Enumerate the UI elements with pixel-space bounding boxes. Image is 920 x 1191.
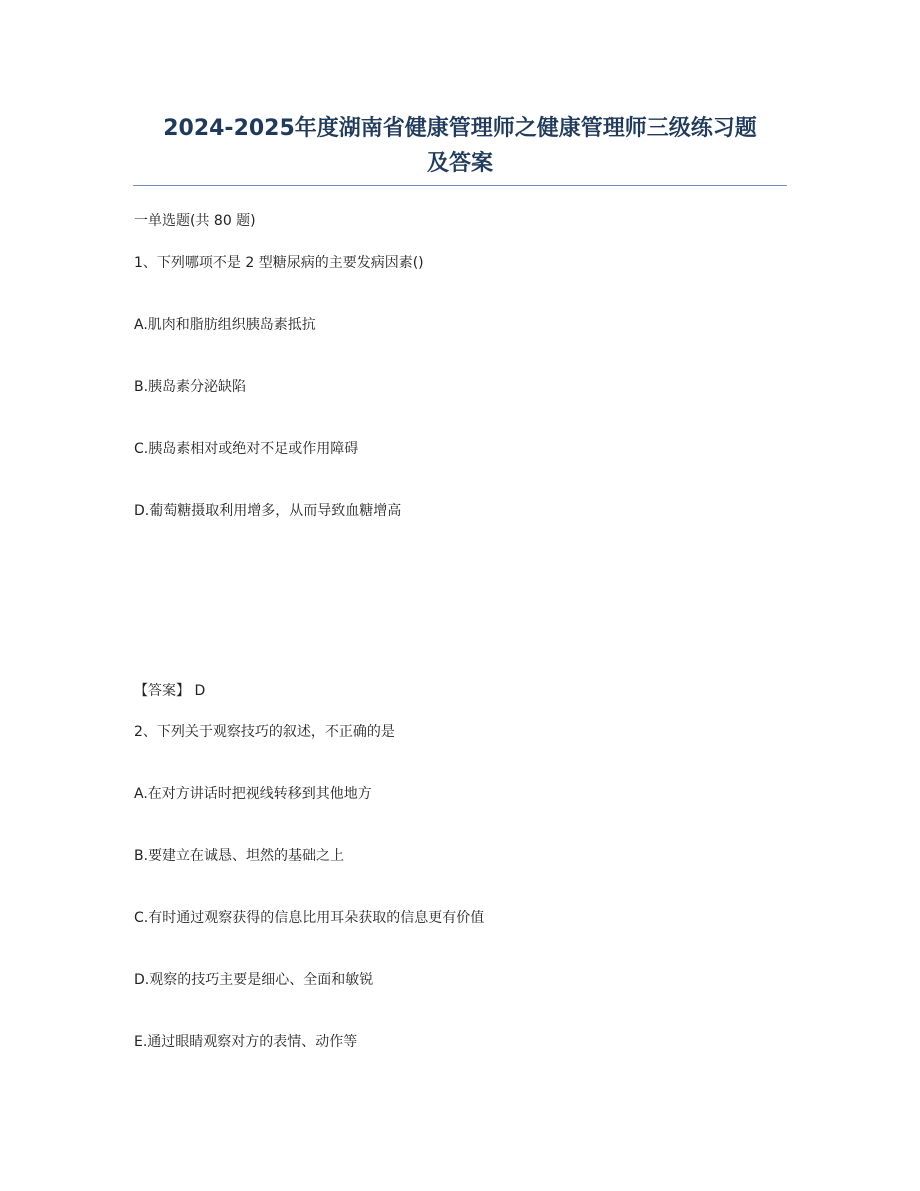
option-a: A.在对方讲话时把视线转移到其他地方 — [134, 786, 372, 802]
option-a: A.肌肉和脂肪组织胰岛素抵抗 — [134, 317, 316, 333]
option-c: C.胰岛素相对或绝对不足或作用障碍 — [134, 441, 359, 457]
title-line-1: 2024-2025年度湖南省健康管理师之健康管理师三级练习题 — [163, 116, 757, 141]
option-b: B.胰岛素分泌缺陷 — [134, 379, 247, 395]
option-e: E.通过眼睛观察对方的表情、动作等 — [134, 1034, 358, 1050]
title-divider — [133, 185, 787, 186]
answer: 【答案】 D — [134, 683, 206, 699]
question-stem: 2、下列关于观察技巧的叙述，不正确的是 — [134, 724, 395, 740]
option-b: B.要建立在诚恳、坦然的基础之上 — [134, 848, 345, 864]
option-d: D.葡萄糖摄取利用增多，从而导致血糖增高 — [134, 503, 402, 519]
option-d: D.观察的技巧主要是细心、全面和敏锐 — [134, 972, 374, 988]
section-heading: 一单选题(共 80 题) — [134, 213, 256, 229]
title-line-2: 及答案 — [426, 151, 493, 176]
option-c: C.有时通过观察获得的信息比用耳朵获取的信息更有价值 — [134, 910, 485, 926]
question-stem: 1、下列哪项不是 2 型糖尿病的主要发病因素() — [134, 255, 424, 271]
